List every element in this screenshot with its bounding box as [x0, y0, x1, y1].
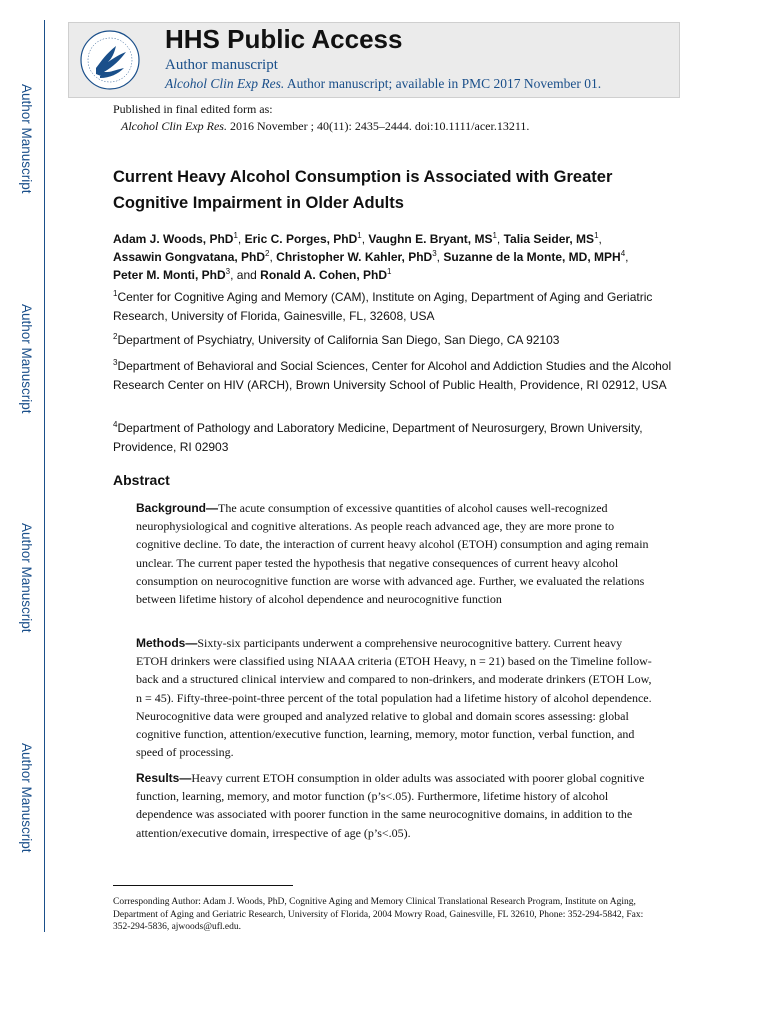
corresponding-author-footnote: Corresponding Author: Adam J. Woods, PhD, Cognitive Aging and Memory Clinical Translational Research Program, Institute on Aging, Department of Aging and Geriatric Research, University of Florida, 2004 Mowry Road, Gainesville, FL 32610, Phone: 352-294-5842, Fax: 352-294-5836, ajwoods@ufl.edu.	[113, 897, 644, 932]
hhs-eagle-seal-icon	[78, 28, 142, 92]
author-affil-num: 4	[620, 249, 626, 258]
author-name: Eric C. Porges, PhD	[244, 232, 358, 246]
author-name: Christopher W. Kahler, PhD	[276, 250, 433, 264]
author-affil-num: 3	[432, 249, 437, 258]
background-lead: Background—	[136, 501, 219, 515]
journal-availability-line	[165, 76, 601, 92]
affiliation: $^1$Center for Cognitive Aging and Memory (CAM), Institute on Aging, Department of Aging and Geriatric Research, University of Florida, Gainesville, FL, 32608, USA	[113, 289, 653, 323]
results-text: Heavy current ETOH consumption in older adults was associated with poorer global cognitive function, learning, memory, and motor function (p’s<.05). Furthermore, lifetime history of alcohol dependence was associated with poorer function in the same neurocognitive domains, in addition to the attention/executive domain, irrespective of age (p’s<.05).	[136, 771, 645, 840]
journal-abbrev: Alcohol Clin Exp Res.	[165, 76, 285, 91]
published-citation-text: 2016 November ; 40(11): 2435–2444. doi:10.1111/acer.13211.	[226, 119, 530, 133]
methods-text: Sixty-six participants underwent a comprehensive neurocognitive battery. Current heavy ETOH drinkers were classified using NIAAA criteria (ETOH Heavy, n = 21) based on the Timeline follow-back and a structured clinical interview and compared to non-drinkers, and moderate drinkers (ETOH Low, n = 45). Fifty-three-point-three percent of the total population had a lifetime history of alcohol dependence. Neurocognitive data were grouped and analyzed relative to global and domain scores assessing: global cognitive function, attention/executive function, learning, memory, motor function, verbal function, and speed of processing.	[136, 636, 652, 760]
author-affil-num: 3	[225, 267, 231, 276]
hhs-public-access-title: HHS Public Access	[165, 24, 403, 54]
author-affil-num: 1	[594, 231, 599, 240]
methods-lead: Methods—	[136, 636, 198, 650]
author-manuscript-subtitle: Author manuscript	[165, 57, 278, 73]
author-list: Adam J. Woods, PhD$^1$, Eric C. Porges, PhD$^1$, Vaughn E. Bryant, $MS^1$, Talia Seider, $MS^1$, Assawin Gongvatana, PhD$^2$, Christopher W. Kahler, PhD$^3$, Suzanne de la Monte, MD, MPH$^4$, Peter M. Monti, PhD$^3$, and Ronald A. Cohen, PhD$^1$	[113, 231, 629, 282]
abstract-methods	[136, 634, 656, 761]
published-journal: Alcohol Clin Exp Res.	[121, 119, 227, 133]
published-label: Published in final edited form as:	[113, 102, 273, 116]
author-name: Assawin Gongvatana, PhD	[113, 250, 266, 264]
author-name: Talia Seider, MS	[503, 232, 595, 246]
published-citation	[113, 118, 529, 135]
abstract-heading: Abstract	[113, 472, 170, 488]
author-name: Adam J. Woods, PhD	[113, 232, 234, 246]
author-name: Ronald A. Cohen, PhD	[260, 268, 388, 282]
results-lead: Results—	[136, 771, 192, 785]
affiliation: $^3$Department of Behavioral and Social Sciences, Center for Alcohol and Addiction Studies and the Alcohol Research Center on HIV (ARCH), Brown University School of Public Health, Providence, RI 02912, USA	[113, 358, 672, 392]
published-in-block	[113, 101, 529, 135]
margin-rule	[44, 20, 45, 932]
author-name: Peter M. Monti, PhD	[113, 268, 226, 282]
author-affil-num: 1	[233, 231, 238, 240]
background-text: The acute consumption of excessive quantities of alcohol causes well-recognized neurophysiological and cognitive alterations. As people reach advanced age, they are more prone to cognitive decline. To date, the interaction of current heavy alcohol (ETOH) consumption and aging remain unclear. The current paper tested the hypothesis that negative consequences of current heavy alcohol consumption on neurocognitive function are worse with advanced age. Further, we evaluated the relations between lifetime history of alcohol dependence and neurocognitive function	[136, 501, 649, 607]
affiliation: $^2$Department of Psychiatry, University of California San Diego, San Diego, CA 92103	[113, 332, 560, 347]
abstract-results	[136, 769, 656, 842]
author-name: Suzanne de la Monte, MD, MPH	[443, 250, 621, 264]
affiliation: $^4$Department of Pathology and Laboratory Medicine, Department of Neurosurgery, Brown University, Providence, RI 02903	[113, 420, 643, 454]
author-affil-num: 1	[492, 231, 497, 240]
abstract-background	[136, 499, 656, 608]
author-affil-num: 2	[265, 249, 270, 258]
author-affil-num: 1	[387, 267, 392, 276]
footnote-rule	[113, 885, 293, 886]
article-title: Current Heavy Alcohol Consumption is Associated with Greater Cognitive Impairment in Older Adults	[113, 168, 613, 212]
availability-text: Author manuscript; available in PMC 2017 November 01.	[284, 76, 602, 91]
author-affil-num: 1	[357, 231, 362, 240]
author-name: Vaughn E. Bryant, MS	[368, 232, 493, 246]
